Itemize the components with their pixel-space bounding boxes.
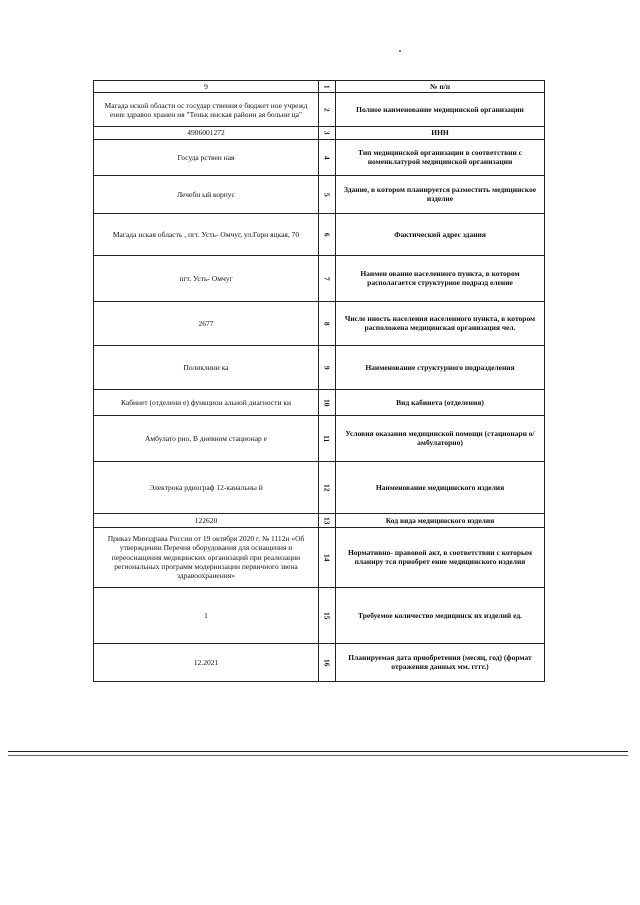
row-number: [319, 81, 336, 93]
row-number: [319, 345, 336, 389]
table-row: [94, 389, 545, 415]
row-number: [319, 213, 336, 255]
row-label: Нормативно- правовой акт, в соответствии с которым планиру тся приобрет ение медицинского изделия: [336, 527, 545, 587]
table-row: [94, 81, 545, 93]
row-number: [319, 643, 336, 681]
row-number-text: 2: [322, 108, 332, 112]
row-number: [319, 513, 336, 527]
row-label: Здание, в котором планируется разместить медицинское изделие: [336, 175, 545, 213]
row-value: Амбулато рно, В дневном стационар е: [94, 415, 319, 461]
table-row: [94, 127, 545, 139]
table-row: [94, 345, 545, 389]
row-number: [319, 175, 336, 213]
row-value: 122620: [94, 513, 319, 527]
row-value: Магада нской области ос государ ствення е бюджет ное учрежд ение здравоо хранен ия "Теньк инская районн ая больни ца": [94, 93, 319, 127]
table-row: [94, 415, 545, 461]
table-row: [94, 93, 545, 127]
bottom-divider-line: [8, 751, 628, 752]
row-label: Вид кабинета (отделения): [336, 389, 545, 415]
bottom-divider-line-thin: [8, 755, 628, 756]
row-value: Поликлини ка: [94, 345, 319, 389]
row-number: [319, 389, 336, 415]
row-number: [319, 301, 336, 345]
row-label: № п/п: [336, 81, 545, 93]
row-value: Госуда рствен ная: [94, 139, 319, 175]
row-number-text: 10: [322, 398, 332, 406]
row-value: 9: [94, 81, 319, 93]
row-label: Тип медицинской организации в соответствии с номенклатурой медицинской организации: [336, 139, 545, 175]
row-label: ИНН: [336, 127, 545, 139]
table-row: [94, 513, 545, 527]
row-number-text: 5: [322, 192, 332, 197]
row-number-text: 7: [322, 276, 332, 281]
row-label: Числе нность населения населенного пункта, в котором расположена медицинская организация чел.: [336, 301, 545, 345]
row-number-text: 12: [322, 483, 332, 491]
row-number: [319, 527, 336, 587]
table-row: [94, 139, 545, 175]
row-number-text: 13: [322, 516, 332, 524]
table-row: [94, 175, 545, 213]
row-label: Наименование медицинского изделия: [336, 461, 545, 513]
row-number-text: 15: [322, 611, 332, 619]
row-number-text: 6: [322, 232, 332, 237]
row-label: Фактический адрес здания: [336, 213, 545, 255]
row-value: Лечебн ый корпус: [94, 175, 319, 213]
row-number-text: 1: [322, 84, 332, 89]
row-value: Приказ Минздрава России от 19 октября 2020 г. № 1112н «Об утверждении Перечня оборудования для оснащения и переоснащения медицинских организаций при реализации региональных программ модернизации первичного звена здравоохранения»: [94, 527, 319, 587]
table-row: [94, 643, 545, 681]
row-number: [319, 587, 336, 643]
row-label: Планируемая дата приобретения (месяц, год) (формат отражения данных мм. гггг.): [336, 643, 545, 681]
row-number-text: 4: [322, 155, 332, 160]
table-row: [94, 255, 545, 301]
row-label: Требуемое количество медицинск их изделий ед.: [336, 587, 545, 643]
row-number: [319, 139, 336, 175]
row-label: Наимен ование населенного пункта, в котором располагается структурное подразд еление: [336, 255, 545, 301]
row-value: Электрока рдиограф 12-канальны й: [94, 461, 319, 513]
page-dot-mark: [399, 50, 401, 52]
row-number: [319, 127, 336, 139]
table-row: [94, 527, 545, 587]
row-number: [319, 461, 336, 513]
row-label: Условия оказания медицинской помощи (стационарн о/амбулаторно): [336, 415, 545, 461]
row-number-text: 9: [322, 365, 332, 370]
row-value: Магада нская область , пгт. Усть- Омчуг, ул.Горн яцкая, 70: [94, 213, 319, 255]
row-label: Код вида медицинского изделия: [336, 513, 545, 527]
table-row: [94, 587, 545, 643]
row-number: [319, 415, 336, 461]
row-label: Полное наименование медицинской организации: [336, 93, 545, 127]
row-value: 4906001272: [94, 127, 319, 139]
row-number-text: 3: [322, 131, 332, 135]
table-row: [94, 461, 545, 513]
procurement-table: [93, 80, 545, 682]
row-value: Кабинет (отделени е) функцион альной диагности ки: [94, 389, 319, 415]
table-row: [94, 213, 545, 255]
row-number: [319, 93, 336, 127]
row-number-text: 8: [322, 321, 332, 326]
row-number: [319, 255, 336, 301]
row-value: пгт. Усть- Омчуг: [94, 255, 319, 301]
row-label: Наименование структурного подразделения: [336, 345, 545, 389]
row-value: 1: [94, 587, 319, 643]
row-value: 12.2021: [94, 643, 319, 681]
row-number-text: 11: [322, 434, 332, 442]
row-number-text: 16: [322, 658, 332, 666]
table-row: [94, 301, 545, 345]
row-value: 2677: [94, 301, 319, 345]
row-number-text: 14: [322, 553, 332, 561]
